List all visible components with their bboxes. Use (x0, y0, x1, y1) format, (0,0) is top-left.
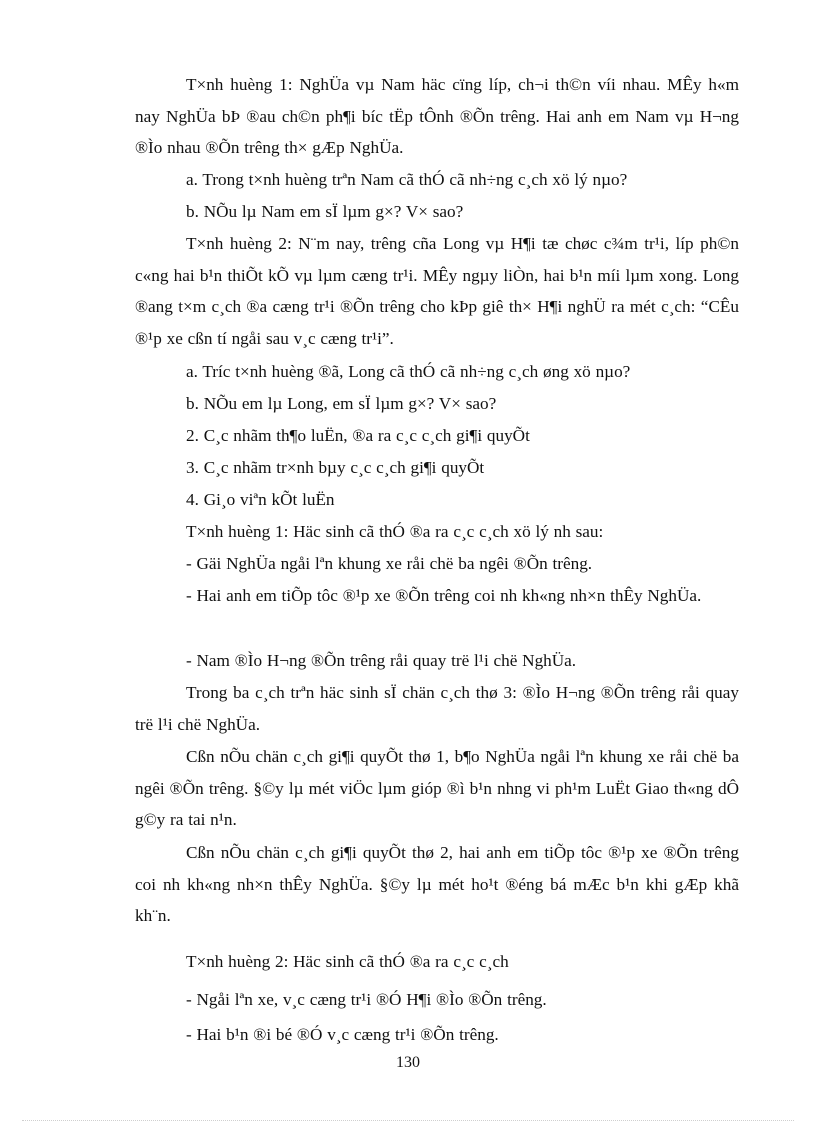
paragraph-option-3: - Nam ®Ìo H¬ng ®Õn trêng råi quay trë l¹i chë NghÜa. (186, 651, 577, 670)
paragraph-step-4: 4. Gi¸o viªn kÕt luËn (186, 490, 335, 509)
paragraph-question-1a: a. Trong t×nh huèng trªn Nam cã thÓ cã nh÷ng c¸ch xö lý nµo? (186, 170, 628, 189)
paragraph-question-2b: b. NÕu em lµ Long, em sÏ lµm g×? V× sao? (186, 394, 497, 413)
page-number: 130 (396, 1054, 420, 1071)
bottom-page-rule (22, 1120, 794, 1121)
paragraph-choice-3: Trong ba c¸ch trªn häc sinh sÏ chän c¸ch thø 3: ®Ìo H¬ng ®Õn trêng råi quay trë l¹i chë NghÜa. (135, 683, 739, 734)
paragraph-step-3: 3. C¸c nhãm tr×nh bµy c¸c c¸ch gi¶i quyÕt (186, 458, 485, 477)
paragraph-option-2-2: - Hai b¹n ®i bé ®Ó v¸c cæng tr¹i ®Õn trêng. (186, 1025, 499, 1044)
paragraph-situation-1: T×nh huèng 1: NghÜa vµ Nam häc cïng líp, ch¬i th©n víi nhau. MÊy h«m nay NghÜa bÞ ®au ch©n ph¶i bíc tËp tÔnh ®Õn trêng. Hai anh em Nam vµ H¬ng ®Ìo nhau ®Õn trêng th× gÆp NghÜa. (135, 75, 739, 157)
paragraph-answer-situation-1: T×nh huèng 1: Häc sinh cã thÓ ®a ra c¸c c¸ch xö lý nh sau: (186, 522, 604, 541)
paragraph-option-2: - Hai anh em tiÕp tôc ®¹p xe ®Õn trêng coi nh kh«ng nh×n thÊy NghÜa. (186, 586, 702, 605)
paragraph-analysis-1: Cßn nÕu chän c¸ch gi¶i quyÕt thø 1, b¶o NghÜa ngåi lªn khung xe råi chë ba ngêi ®Õn trêng. §©y lµ mét viÖc lµm gióp ®ì b¹n nhng vi ph¹m LuËt Giao th«ng dÔ g©y ra tai n¹n. (135, 747, 739, 829)
paragraph-option-2-1: - Ngåi lªn xe, v¸c cæng tr¹i ®Ó H¶i ®Ìo ®Õn trêng. (186, 990, 547, 1009)
paragraph-option-1: - Gäi NghÜa ngåi lªn khung xe råi chë ba ngêi ®Õn trêng. (186, 554, 593, 573)
paragraph-step-2: 2. C¸c nhãm th¶o luËn, ®a ra c¸c c¸ch gi¶i quyÕt (186, 426, 530, 445)
paragraph-situation-2: T×nh huèng 2: N¨m nay, trêng cña Long vµ H¶i tæ chøc c¾m tr¹i, líp ph©n c«ng hai b¹n thiÕt kÕ vµ lµm cæng tr¹i. MÊy ngµy liÒn, hai b¹n míi lµm xong. Long ®ang t×m c¸ch ®a cæng tr¹i ®Õn trêng cho kÞp giê th× H¶i nghÜ ra mét c¸ch: “CÊu ®¹p xe cßn tí ngåi sau v¸c cæng tr¹i”. (135, 234, 739, 348)
paragraph-answer-situation-2: T×nh huèng 2: Häc sinh cã thÓ ®a ra c¸c c¸ch (186, 952, 509, 971)
paragraph-question-2a: a. Tríc t×nh huèng ®ã, Long cã thÓ cã nh÷ng c¸ch øng xö nµo? (186, 362, 631, 381)
paragraph-question-1b: b. NÕu lµ Nam em sÏ lµm g×? V× sao? (186, 202, 464, 221)
paragraph-analysis-2: Cßn nÕu chän c¸ch gi¶i quyÕt thø 2, hai anh em tiÕp tôc ®¹p xe ®Õn trêng coi nh kh«ng nh×n thÊy NghÜa. §©y lµ mét ho¹t ®éng bá mÆc b¹n khi gÆp khã kh¨n. (135, 843, 739, 925)
